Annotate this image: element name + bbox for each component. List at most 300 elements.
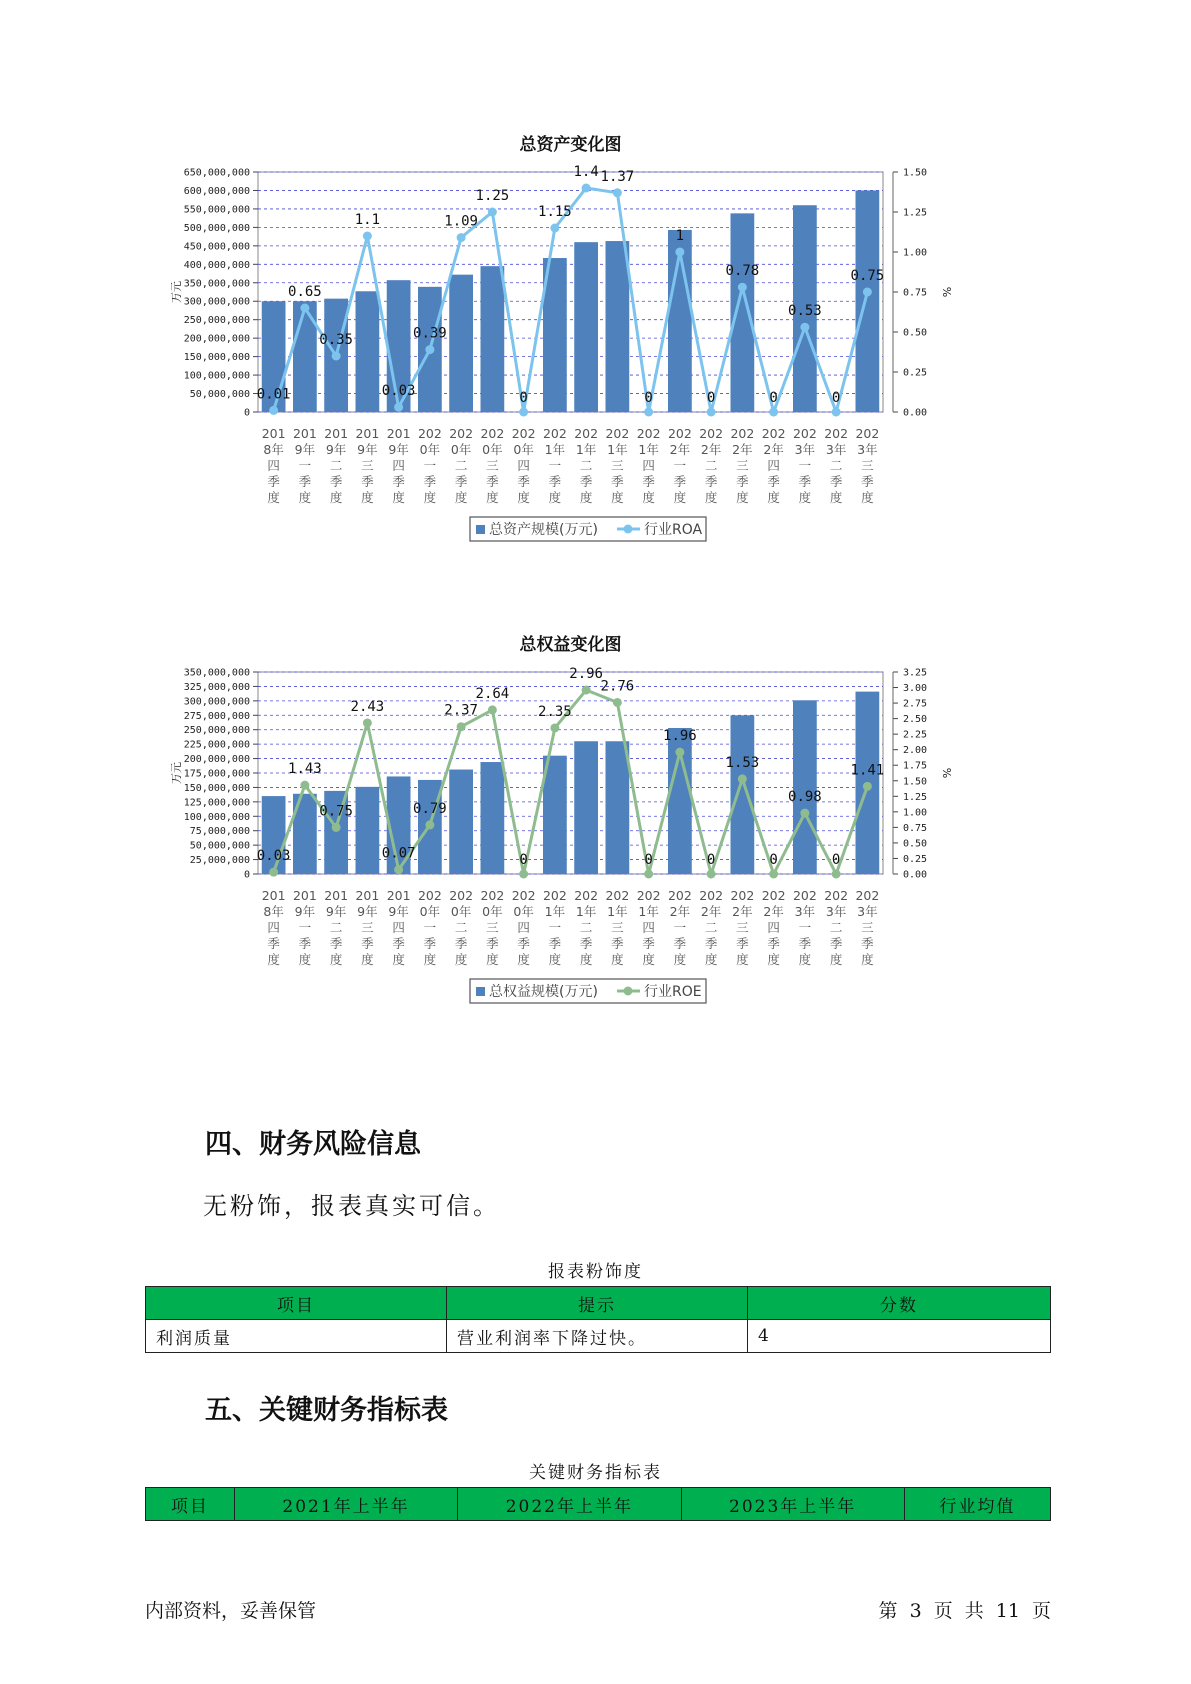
x-tick-label-part: 9年 — [357, 904, 378, 919]
kpi-table — [145, 1487, 1051, 1521]
x-tick-label-part: 1年 — [607, 442, 628, 457]
x-tick-label — [668, 426, 692, 505]
footer-confidential: 内部资料，妥善保管 — [145, 1600, 317, 1622]
data-label: 2.64 — [475, 685, 510, 702]
x-tick-label — [543, 426, 567, 505]
x-tick-label-part: 度 — [673, 490, 687, 505]
x-tick-label-part: 9年 — [325, 442, 347, 457]
x-tick-label-part: 四 — [267, 920, 280, 935]
x-tick-label-part: 季 — [486, 936, 499, 951]
x-tick-label-part: 二 — [579, 458, 593, 473]
x-tick-label — [512, 888, 536, 967]
x-tick-label-part: 0年 — [513, 442, 534, 457]
risk-table-header-score: 分数 — [748, 1287, 1051, 1320]
risk-table-cell-score: 4 — [748, 1320, 1051, 1353]
y2-tick-label: 0.25 — [903, 367, 928, 379]
y2-tick-label: 0.00 — [903, 407, 928, 419]
x-tick-label-part: 度 — [517, 952, 530, 967]
x-tick-label-part: 季 — [579, 936, 593, 951]
data-label: 0 — [644, 390, 653, 406]
x-tick-label-part: 度 — [611, 952, 624, 967]
line-point — [363, 232, 372, 241]
x-tick-label — [293, 888, 317, 967]
x-tick-label-part: 度 — [704, 490, 718, 505]
y-tick-label: 50,000,000 — [189, 840, 250, 852]
data-label: 2.43 — [350, 698, 385, 715]
x-tick-label-part: 202 — [792, 888, 817, 903]
data-label: 0 — [706, 852, 716, 868]
y2-tick-label: 3.25 — [903, 667, 928, 679]
x-tick-label-part: 一 — [548, 920, 562, 935]
y2-tick-label: 1.50 — [903, 167, 928, 179]
x-tick-label-part: 202 — [511, 888, 536, 903]
data-label: 1.15 — [538, 204, 572, 220]
y2-tick-label: 0.50 — [903, 327, 928, 339]
kpi-table-header-item: 项目 — [146, 1488, 235, 1521]
bar — [574, 242, 598, 412]
x-tick-label-part: 季 — [329, 474, 343, 489]
x-tick-label-part: 一 — [423, 920, 437, 935]
x-tick-label-part: 四 — [392, 458, 405, 473]
line-point — [550, 224, 559, 233]
data-label: 0 — [706, 390, 716, 406]
y2-tick-label: 0.00 — [903, 869, 928, 881]
x-tick-label-part: 202 — [792, 426, 817, 441]
x-tick-label-part: 度 — [767, 490, 780, 505]
data-label: 0.75 — [850, 268, 885, 284]
x-tick-label — [355, 888, 379, 967]
x-tick-label-part: 度 — [423, 490, 437, 505]
x-tick-label-part: 3年 — [825, 442, 847, 457]
bar — [731, 213, 755, 412]
y-tick-label: 200,000,000 — [183, 333, 250, 345]
x-tick-label-part: 0年 — [419, 442, 441, 457]
y-tick-label: 450,000,000 — [183, 241, 250, 253]
y2-tick-label: 3.00 — [903, 683, 928, 695]
x-tick-label-part: 2年 — [700, 904, 722, 919]
x-tick-label-part: 201 — [324, 888, 349, 903]
x-tick-label-part: 季 — [829, 474, 843, 489]
legend-bar-swatch — [476, 987, 485, 996]
kpi-table-header-2022h1: 2022年上半年 — [458, 1488, 681, 1521]
y-tick-label: 150,000,000 — [183, 352, 250, 364]
x-tick-label-part: 季 — [673, 936, 687, 951]
line-point — [394, 403, 403, 412]
x-tick-label-part: 0年 — [482, 442, 503, 457]
x-tick-label-part: 季 — [298, 474, 312, 489]
x-tick-label — [355, 426, 379, 505]
risk-table-cell-item: 利润质量 — [146, 1320, 447, 1353]
x-tick-label-part: 201 — [261, 426, 286, 441]
x-tick-label-part: 202 — [605, 888, 630, 903]
x-tick-label-part: 二 — [329, 920, 343, 935]
x-tick-label-part: 202 — [824, 426, 849, 441]
x-tick-label-part: 度 — [861, 952, 874, 967]
x-tick-label-part: 季 — [517, 936, 530, 951]
x-tick-label-part: 季 — [642, 936, 655, 951]
x-tick-label-part: 度 — [798, 952, 812, 967]
x-tick-label-part: 度 — [298, 952, 312, 967]
x-tick-label-part: 1年 — [638, 442, 659, 457]
x-tick-label-part: 8年 — [263, 442, 284, 457]
x-tick-label-part: 度 — [361, 952, 374, 967]
data-label: 0 — [519, 852, 528, 868]
line-point — [300, 781, 309, 790]
risk-table-caption: 报表粉饰度 — [548, 1262, 643, 1282]
x-tick-label-part: 3年 — [857, 904, 878, 919]
line-point — [488, 705, 497, 714]
line-point — [738, 774, 747, 783]
line-point — [394, 865, 403, 874]
x-tick-label-part: 201 — [261, 888, 286, 903]
x-tick-label-part: 度 — [579, 490, 593, 505]
data-label: 0.07 — [381, 845, 416, 862]
x-tick-label-part: 季 — [486, 474, 499, 489]
x-tick-label-part: 9年 — [294, 904, 316, 919]
x-tick-label-part: 一 — [798, 920, 812, 935]
data-label: 0 — [769, 852, 778, 868]
x-tick-label-part: 度 — [486, 952, 499, 967]
x-tick-label-part: 202 — [636, 888, 661, 903]
line-point — [675, 248, 684, 257]
x-tick-label-part: 度 — [454, 490, 468, 505]
x-tick-label — [387, 888, 411, 967]
data-label: 1.25 — [475, 188, 510, 204]
x-tick-label-part: 三 — [736, 458, 749, 473]
data-label: 0.35 — [319, 332, 353, 348]
bar — [481, 266, 505, 412]
x-tick-label-part: 202 — [574, 888, 599, 903]
data-label: 0 — [831, 852, 841, 868]
kpi-table-header-row — [146, 1488, 1051, 1521]
x-tick-label-part: 二 — [454, 458, 468, 473]
x-tick-label-part: 度 — [829, 490, 843, 505]
line-point — [300, 304, 309, 313]
y2-axis-unit: % — [940, 767, 953, 779]
x-tick-label-part: 202 — [699, 888, 724, 903]
x-tick-label-part: 度 — [486, 490, 499, 505]
x-tick-label-part: 季 — [267, 936, 280, 951]
total-equity-chart-svg — [170, 620, 1070, 1080]
x-tick-label — [699, 888, 723, 967]
x-tick-label — [762, 426, 786, 505]
x-tick-label-part: 季 — [611, 936, 624, 951]
data-label: 1.37 — [600, 168, 635, 185]
y2-tick-label: 1.00 — [903, 807, 928, 819]
x-tick-label-part: 二 — [704, 458, 718, 473]
y2-tick-label: 1.25 — [903, 207, 928, 219]
x-tick-label-part: 0年 — [450, 442, 472, 457]
y2-tick-label: 1.75 — [903, 760, 928, 772]
x-tick-label-part: 9年 — [294, 442, 316, 457]
line-point — [269, 406, 278, 415]
x-tick-label-part: 201 — [386, 426, 411, 441]
line-point — [519, 408, 528, 417]
bar — [606, 241, 630, 412]
x-tick-label — [293, 426, 317, 505]
y2-tick-label: 0.75 — [903, 822, 928, 834]
x-tick-label-part: 9年 — [388, 442, 409, 457]
y-tick-label: 350,000,000 — [183, 278, 250, 290]
x-tick-label-part: 度 — [392, 490, 405, 505]
risk-table-header-item: 项目 — [146, 1287, 447, 1320]
line-point — [269, 868, 278, 877]
line-point — [457, 233, 466, 242]
x-tick-label-part: 度 — [423, 952, 437, 967]
x-tick-label — [699, 426, 723, 505]
y2-tick-label: 1.50 — [903, 776, 928, 788]
x-tick-label-part: 度 — [642, 952, 655, 967]
x-tick-label-part: 202 — [824, 888, 849, 903]
x-tick-label — [730, 888, 754, 967]
line-point — [425, 345, 434, 354]
y-tick-label: 300,000,000 — [183, 296, 250, 308]
x-tick-label-part: 度 — [861, 490, 874, 505]
x-tick-label-part: 四 — [267, 458, 280, 473]
x-tick-label — [324, 888, 348, 967]
x-tick-label — [262, 888, 286, 967]
x-tick-label-part: 季 — [361, 936, 374, 951]
x-tick-label-part: 2年 — [763, 442, 784, 457]
x-tick-label — [574, 888, 598, 967]
x-tick-label-part: 202 — [761, 888, 786, 903]
bar — [606, 741, 630, 874]
data-label: 1.43 — [288, 761, 322, 778]
legend-line-marker — [624, 987, 633, 996]
data-label: 0.03 — [381, 383, 416, 400]
y-tick-label: 100,000,000 — [183, 370, 250, 382]
line-point — [863, 782, 872, 791]
x-tick-label-part: 度 — [361, 490, 374, 505]
line-point — [863, 288, 872, 297]
x-tick-label-part: 202 — [605, 426, 630, 441]
x-tick-label-part: 201 — [292, 426, 317, 441]
data-label: 0 — [769, 390, 778, 406]
x-tick-label-part: 季 — [798, 936, 812, 951]
y-tick-label: 175,000,000 — [183, 768, 250, 780]
y2-tick-label: 1.25 — [903, 791, 928, 803]
line-point — [675, 748, 684, 757]
y2-tick-label: 2.25 — [903, 729, 928, 741]
data-label: 0.78 — [725, 263, 760, 280]
x-tick-label-part: 度 — [673, 952, 687, 967]
x-tick-label-part: 0年 — [419, 904, 441, 919]
x-tick-label-part: 四 — [767, 458, 780, 473]
x-tick-label-part: 1年 — [544, 442, 566, 457]
line-point — [519, 870, 528, 879]
kpi-table-header-2023h1: 2023年上半年 — [681, 1488, 904, 1521]
x-tick-label-part: 度 — [642, 490, 655, 505]
data-label: 0 — [644, 852, 653, 868]
y-tick-label: 225,000,000 — [183, 739, 250, 751]
y-tick-label: 0 — [243, 407, 250, 419]
y-tick-label: 125,000,000 — [183, 797, 250, 809]
x-tick-label-part: 1年 — [607, 904, 628, 919]
y-tick-label: 600,000,000 — [183, 185, 250, 197]
x-tick-label-part: 一 — [673, 458, 687, 473]
x-tick-label-part: 度 — [611, 490, 624, 505]
x-tick-label-part: 季 — [329, 936, 343, 951]
y2-tick-label: 2.50 — [903, 714, 928, 726]
y-tick-label: 50,000,000 — [189, 389, 250, 401]
x-tick-label — [855, 426, 879, 505]
x-tick-label — [574, 426, 598, 505]
x-tick-label-part: 四 — [517, 920, 530, 935]
x-tick-label-part: 三 — [861, 458, 874, 473]
line-point — [425, 820, 434, 829]
data-label: 2.35 — [538, 703, 572, 720]
risk-table-header-row — [146, 1287, 1051, 1320]
x-tick-label-part: 三 — [861, 920, 874, 935]
bar — [449, 770, 473, 874]
x-tick-label — [637, 426, 661, 505]
line-point — [582, 184, 591, 193]
y-tick-label: 550,000,000 — [183, 204, 250, 216]
x-tick-label-part: 季 — [736, 936, 749, 951]
x-tick-label-part: 四 — [642, 458, 655, 473]
x-tick-label-part: 202 — [855, 888, 880, 903]
legend-line-label: 行业ROE — [644, 984, 702, 1000]
x-tick-label-part: 202 — [855, 426, 880, 441]
bar — [793, 700, 817, 874]
table-row — [146, 1320, 1051, 1353]
chart-title: 总权益变化图 — [519, 635, 622, 655]
data-label: 0.39 — [413, 325, 447, 342]
data-label: 1.96 — [663, 728, 697, 745]
x-tick-label-part: 0年 — [450, 904, 472, 919]
legend-line-label: 行业ROA — [644, 522, 703, 538]
data-label: 0.79 — [413, 800, 447, 817]
x-tick-label-part: 季 — [673, 474, 687, 489]
x-tick-label-part: 202 — [480, 888, 505, 903]
x-tick-label-part: 季 — [548, 936, 562, 951]
x-tick-label — [480, 426, 504, 505]
x-tick-label-part: 度 — [329, 952, 343, 967]
y2-axis-unit: % — [940, 286, 953, 298]
legend-line-marker — [624, 525, 633, 534]
x-tick-label-part: 9年 — [388, 904, 409, 919]
x-tick-label-part: 二 — [329, 458, 343, 473]
total-equity-chart — [170, 620, 1070, 1080]
x-tick-label — [730, 426, 754, 505]
x-tick-label-part: 202 — [730, 426, 755, 441]
data-label: 2.76 — [600, 678, 635, 695]
x-tick-label-part: 季 — [704, 474, 718, 489]
x-tick-label — [480, 888, 504, 967]
section-5-heading: 五、关键财务指标表 — [205, 1395, 448, 1426]
x-tick-label-part: 三 — [611, 458, 624, 473]
x-tick-label-part: 季 — [454, 936, 468, 951]
line-point — [800, 323, 809, 332]
x-tick-label-part: 度 — [298, 490, 312, 505]
y-tick-label: 150,000,000 — [183, 782, 250, 794]
x-tick-label-part: 度 — [329, 490, 343, 505]
x-tick-label-part: 二 — [829, 458, 843, 473]
line-point — [332, 352, 341, 361]
x-tick-label-part: 201 — [386, 888, 411, 903]
kpi-table-header-2021h1: 2021年上半年 — [234, 1488, 457, 1521]
x-tick-label-part: 3年 — [794, 904, 816, 919]
x-tick-label-part: 季 — [642, 474, 655, 489]
x-tick-label-part: 202 — [761, 426, 786, 441]
x-tick-label-part: 202 — [699, 426, 724, 441]
data-label: 1 — [675, 228, 685, 244]
data-label: 1.09 — [444, 213, 478, 230]
y-tick-label: 0 — [243, 869, 250, 881]
data-label: 2.37 — [444, 702, 478, 719]
y2-tick-label: 2.00 — [903, 745, 928, 757]
line-point — [832, 870, 841, 879]
x-tick-label-part: 季 — [798, 474, 812, 489]
line-point — [332, 823, 341, 832]
line-point — [738, 283, 747, 292]
x-tick-label-part: 度 — [579, 952, 593, 967]
x-tick-label-part: 度 — [736, 952, 749, 967]
x-tick-label — [262, 426, 286, 505]
section-4-text: 无粉饰，报表真实可信。 — [203, 1192, 500, 1220]
x-tick-label-part: 2年 — [669, 442, 691, 457]
x-tick-label-part: 季 — [267, 474, 280, 489]
x-tick-label-part: 季 — [392, 474, 405, 489]
x-tick-label-part: 1年 — [638, 904, 659, 919]
x-tick-label-part: 二 — [829, 920, 843, 935]
line-point — [769, 870, 778, 879]
x-tick-label — [449, 888, 473, 967]
data-label: 1.1 — [354, 212, 381, 228]
x-tick-label-part: 度 — [454, 952, 468, 967]
bar — [293, 301, 317, 412]
x-tick-label — [605, 426, 629, 505]
x-tick-label-part: 季 — [861, 936, 874, 951]
data-label: 0.75 — [319, 803, 353, 820]
x-tick-label-part: 202 — [636, 426, 661, 441]
x-tick-label-part: 四 — [642, 920, 655, 935]
x-tick-label-part: 季 — [767, 936, 780, 951]
x-tick-label-part: 1年 — [575, 442, 597, 457]
data-label: 1.4 — [573, 164, 599, 180]
legend-bar-swatch — [476, 525, 485, 534]
x-tick-label-part: 202 — [449, 888, 474, 903]
chart-title: 总资产变化图 — [519, 135, 622, 155]
x-tick-label-part: 202 — [511, 426, 536, 441]
x-tick-label — [793, 888, 817, 967]
x-tick-label-part: 一 — [298, 920, 312, 935]
x-tick-label-part: 2年 — [732, 904, 753, 919]
line-point — [800, 809, 809, 818]
data-label: 1.53 — [725, 754, 760, 771]
data-label: 0 — [831, 390, 841, 406]
x-tick-label-part: 201 — [355, 888, 380, 903]
data-label: 0.65 — [288, 284, 322, 300]
x-tick-label-part: 202 — [417, 426, 442, 441]
data-label: 0.98 — [788, 789, 822, 806]
x-tick-label — [637, 888, 661, 967]
x-tick-label-part: 三 — [361, 458, 374, 473]
x-tick-label-part: 201 — [292, 888, 317, 903]
x-tick-label-part: 202 — [542, 888, 567, 903]
y-tick-label: 500,000,000 — [183, 222, 250, 234]
line-point — [457, 722, 466, 731]
x-tick-label-part: 2年 — [669, 904, 691, 919]
x-tick-label — [543, 888, 567, 967]
x-tick-label-part: 0年 — [482, 904, 503, 919]
x-tick-label-part: 四 — [392, 920, 405, 935]
x-tick-label-part: 度 — [267, 490, 280, 505]
x-tick-label — [418, 888, 442, 967]
data-label: 2.96 — [569, 666, 603, 683]
y-tick-label: 250,000,000 — [183, 725, 250, 737]
y-tick-label: 350,000,000 — [183, 667, 250, 679]
